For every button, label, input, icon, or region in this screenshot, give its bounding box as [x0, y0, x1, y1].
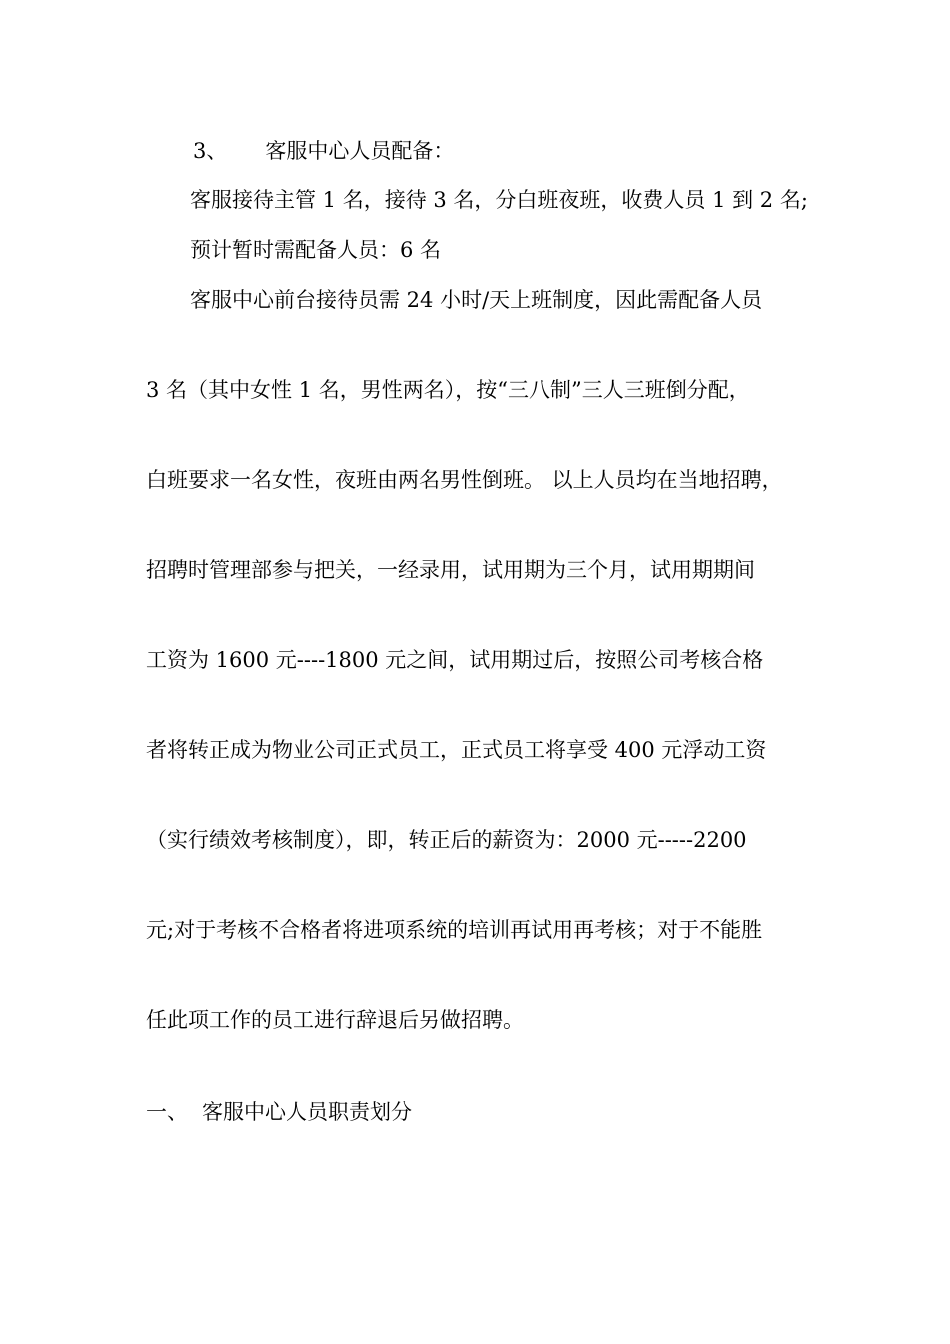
paragraph-line-2: 3 名（其中女性 1 名，男性两名），按“三八制”三人三班倒分配，: [146, 378, 750, 402]
paragraph-line-8: 元;对于考核不合格者将进项系统的培训再试用再考核；对于不能胜: [146, 918, 763, 942]
section-3-heading: [193, 137, 454, 165]
paragraph-line-7: （实行绩效考核制度），即，转正后的薪资为：2000 元-----2200: [146, 828, 747, 852]
estimate-line: 预计暂时需配备人员：6 名: [190, 238, 442, 262]
paragraph-line-3: 白班要求一名女性，夜班由两名男性倒班。 以上人员均在当地招聘，: [146, 468, 783, 492]
paragraph-line-6: 者将转正成为物业公司正式员工，正式员工将享受 400 元浮动工资: [146, 738, 767, 762]
paragraph-line-1: 客服中心前台接待员需 24 小时/天上班制度，因此需配备人员: [190, 288, 763, 312]
paragraph-line-9: 任此项工作的员工进行辞退后另做招聘。: [146, 1008, 524, 1032]
section-one-number: 一、: [146, 1100, 188, 1124]
staffing-line: 客服接待主管 1 名，接待 3 名，分白班夜班，收费人员 1 到 2 名;: [190, 188, 808, 212]
paragraph-line-5: 工资为 1600 元----1800 元之间，试用期过后，按照公司考核合格: [146, 648, 764, 672]
section-3-title: 客服中心人员配备：: [265, 139, 455, 163]
section-one-heading: [146, 1098, 412, 1126]
section-3-number: 3、: [193, 139, 228, 163]
section-one-title: 客服中心人员职责划分: [202, 1100, 412, 1124]
paragraph-line-4: 招聘时管理部参与把关，一经录用，试用期为三个月，试用期期间: [146, 558, 755, 582]
